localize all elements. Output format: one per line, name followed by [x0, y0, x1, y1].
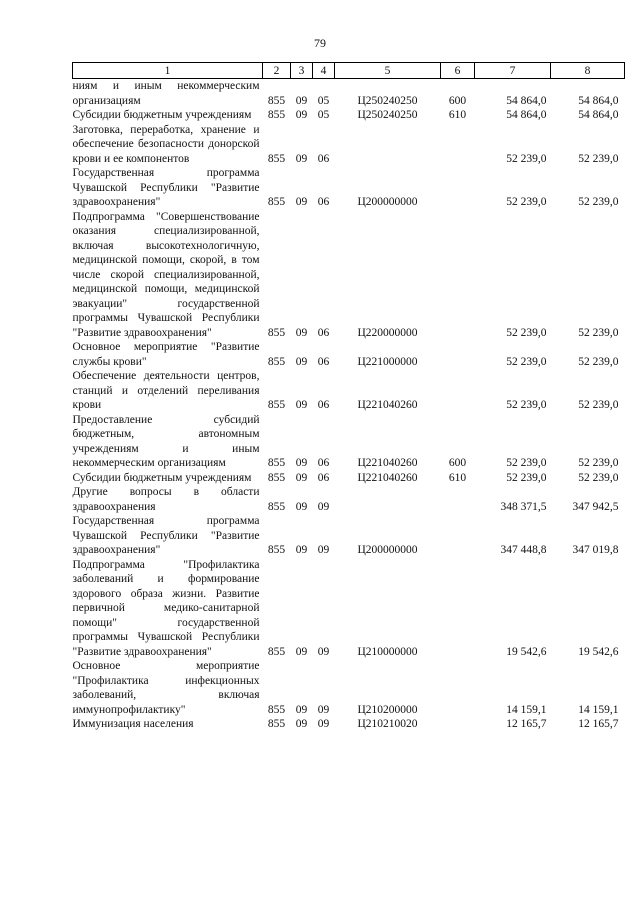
cell-expense-type: 610	[448, 109, 467, 121]
cell-subsection: 06	[317, 196, 330, 208]
cell-name: Основное мероприятие "Профилактика инфекционных заболеваний, включая иммунопрофилактику"	[72, 660, 260, 716]
cell-ministry-code: 855	[267, 703, 286, 716]
column-header: 7	[475, 63, 551, 79]
table-row	[73, 558, 625, 660]
cell-section: 09	[295, 718, 308, 730]
cell-amount-1: 14 159,1	[506, 703, 547, 716]
cell-name: Другие вопросы в области здравоохранения	[72, 486, 260, 513]
cell-section: 09	[295, 355, 308, 368]
cell-target-article: Ц210210020	[357, 718, 418, 730]
cell-subsection: 05	[317, 94, 330, 107]
cell-expense-type	[441, 210, 475, 341]
budget-table	[72, 62, 625, 732]
cell-amount-2: 52 239,0	[578, 399, 619, 411]
table-header-row	[73, 63, 625, 79]
table-row	[73, 79, 625, 109]
cell-amount-2: 52 239,0	[578, 457, 619, 469]
cell-section: 09	[295, 109, 308, 121]
page-number: 79	[314, 36, 326, 50]
cell-target-article: Ц250240250	[357, 94, 418, 107]
cell-ministry-code: 855	[267, 544, 286, 556]
cell-subsection: 06	[317, 326, 330, 339]
cell-amount-2: 347 942,5	[572, 500, 619, 513]
cell-expense-type	[441, 166, 475, 210]
cell-amount-2: 52 239,0	[578, 471, 619, 484]
cell-name: Основное мероприятие "Развитие службы крови"	[72, 341, 260, 368]
cell-target-article: Ц221040260	[357, 471, 418, 484]
cell-name: Государственная программа Чувашской Республики "Развитие здравоохранения"	[72, 515, 260, 556]
cell-target-article	[335, 485, 441, 514]
cell-subsection: 09	[317, 718, 330, 730]
cell-amount-2: 14 159,1	[578, 703, 619, 716]
table-row	[73, 166, 625, 210]
cell-name: Иммунизация населения	[72, 718, 194, 730]
cell-expense-type	[441, 340, 475, 369]
cell-target-article	[335, 123, 441, 167]
cell-name: Субсидии бюджетным учреждениям	[72, 471, 252, 484]
cell-target-article: Ц210200000	[357, 703, 418, 716]
cell-section: 09	[295, 544, 308, 556]
cell-subsection: 09	[317, 500, 330, 513]
cell-section: 09	[295, 94, 308, 107]
cell-expense-type	[441, 123, 475, 167]
cell-target-article: Ц250240250	[357, 109, 418, 121]
cell-amount-1: 54 864,0	[506, 109, 547, 121]
table-row	[73, 514, 625, 558]
table-row	[73, 717, 625, 732]
column-header: 8	[551, 63, 625, 79]
cell-section: 09	[295, 399, 308, 411]
cell-expense-type	[441, 514, 475, 558]
cell-ministry-code: 855	[267, 326, 286, 339]
cell-ministry-code: 855	[267, 399, 286, 411]
cell-amount-1: 12 165,7	[506, 718, 547, 730]
cell-amount-1: 347 448,8	[500, 544, 547, 556]
cell-subsection: 06	[317, 152, 330, 165]
cell-expense-type	[441, 485, 475, 514]
cell-expense-type: 600	[448, 457, 467, 469]
cell-section: 09	[295, 471, 308, 484]
cell-target-article: Ц220000000	[357, 326, 418, 339]
cell-section: 09	[295, 326, 308, 339]
cell-section: 09	[295, 457, 308, 469]
cell-subsection: 06	[317, 399, 330, 411]
cell-name: ниям и иным некоммерческим организациям	[72, 80, 260, 107]
cell-amount-2: 52 239,0	[578, 355, 619, 368]
cell-subsection: 09	[317, 645, 330, 658]
cell-expense-type: 610	[448, 471, 467, 484]
cell-section: 09	[295, 152, 308, 165]
cell-expense-type	[441, 558, 475, 660]
cell-amount-2: 347 019,8	[572, 544, 619, 556]
cell-name: Обеспечение деятельности центров, станций и отделений переливания крови	[72, 370, 260, 411]
cell-section: 09	[295, 645, 308, 658]
cell-subsection: 05	[317, 109, 330, 121]
cell-ministry-code: 855	[267, 645, 286, 658]
table-row	[73, 485, 625, 514]
cell-name: Субсидии бюджетным учреждениям	[72, 109, 252, 121]
cell-ministry-code: 855	[267, 152, 286, 165]
cell-target-article: Ц221040260	[357, 399, 418, 411]
cell-target-article: Ц210000000	[357, 645, 418, 658]
cell-ministry-code: 855	[267, 94, 286, 107]
cell-section: 09	[295, 500, 308, 513]
cell-name: Подпрограмма "Совершенствование оказания специализированной, включая высокотехнологичную, медицинской помощи, скорой, в том числе скорой специализированной, медицинской помощи, медицинской эвакуации" государственной программы Чувашской Республики "Развитие здравоохранения"	[72, 210, 260, 339]
cell-section: 09	[295, 196, 308, 208]
cell-amount-2: 52 239,0	[578, 152, 619, 165]
cell-target-article: Ц200000000	[357, 196, 418, 208]
table-row	[73, 471, 625, 486]
cell-amount-1: 52 239,0	[506, 399, 547, 411]
cell-amount-1: 348 371,5	[500, 500, 547, 513]
table-row	[73, 340, 625, 369]
column-header: 2	[263, 63, 291, 79]
cell-amount-1: 52 239,0	[506, 326, 547, 339]
cell-name: Предоставление субсидий бюджетным, автономным учреждениям и иным некоммерческим организациям	[72, 413, 260, 469]
cell-name: Заготовка, переработка, хранение и обеспечение безопасности донорской крови и ее компонентов	[72, 123, 260, 165]
table-row	[73, 108, 625, 123]
cell-target-article: Ц221000000	[357, 355, 418, 368]
cell-ministry-code: 855	[267, 457, 286, 469]
cell-amount-2: 54 864,0	[578, 94, 619, 107]
cell-section: 09	[295, 703, 308, 716]
cell-expense-type	[441, 717, 475, 732]
cell-ministry-code: 855	[267, 355, 286, 368]
cell-ministry-code: 855	[267, 500, 286, 513]
table-row	[73, 123, 625, 167]
cell-amount-2: 12 165,7	[578, 718, 619, 730]
cell-expense-type	[441, 659, 475, 717]
cell-name: Подпрограмма "Профилактика заболеваний и формирование здорового образа жизни. Развитие первичной медико-санитарной помощи" государственной программы Чувашской Республики "Развитие здравоохранения"	[72, 558, 260, 658]
cell-amount-1: 52 239,0	[506, 355, 547, 368]
cell-amount-1: 52 239,0	[506, 457, 547, 469]
column-header: 3	[291, 63, 313, 79]
cell-expense-type: 600	[448, 94, 467, 107]
cell-name: Государственная программа Чувашской Республики "Развитие здравоохранения"	[72, 167, 260, 208]
cell-amount-2: 52 239,0	[578, 196, 619, 208]
table-row	[73, 369, 625, 413]
cell-amount-2: 52 239,0	[578, 326, 619, 339]
cell-amount-1: 19 542,6	[506, 645, 547, 658]
column-header: 1	[73, 63, 263, 79]
cell-ministry-code: 855	[267, 718, 286, 730]
cell-target-article: Ц200000000	[357, 544, 418, 556]
cell-amount-1: 52 239,0	[506, 152, 547, 165]
column-header: 5	[335, 63, 441, 79]
cell-amount-1: 52 239,0	[506, 196, 547, 208]
cell-amount-1: 52 239,0	[506, 471, 547, 484]
cell-amount-1: 54 864,0	[506, 94, 547, 107]
cell-subsection: 06	[317, 471, 330, 484]
cell-expense-type	[441, 369, 475, 413]
table-row	[73, 210, 625, 341]
cell-ministry-code: 855	[267, 471, 286, 484]
column-header: 4	[313, 63, 335, 79]
cell-ministry-code: 855	[267, 196, 286, 208]
column-header: 6	[441, 63, 475, 79]
table-row	[73, 659, 625, 717]
cell-amount-2: 19 542,6	[578, 645, 619, 658]
cell-ministry-code: 855	[267, 109, 286, 121]
cell-subsection: 06	[317, 355, 330, 368]
cell-subsection: 09	[317, 703, 330, 716]
cell-subsection: 09	[317, 544, 330, 556]
cell-amount-2: 54 864,0	[578, 109, 619, 121]
cell-target-article: Ц221040260	[357, 457, 418, 469]
cell-subsection: 06	[317, 457, 330, 469]
table-row	[73, 413, 625, 471]
